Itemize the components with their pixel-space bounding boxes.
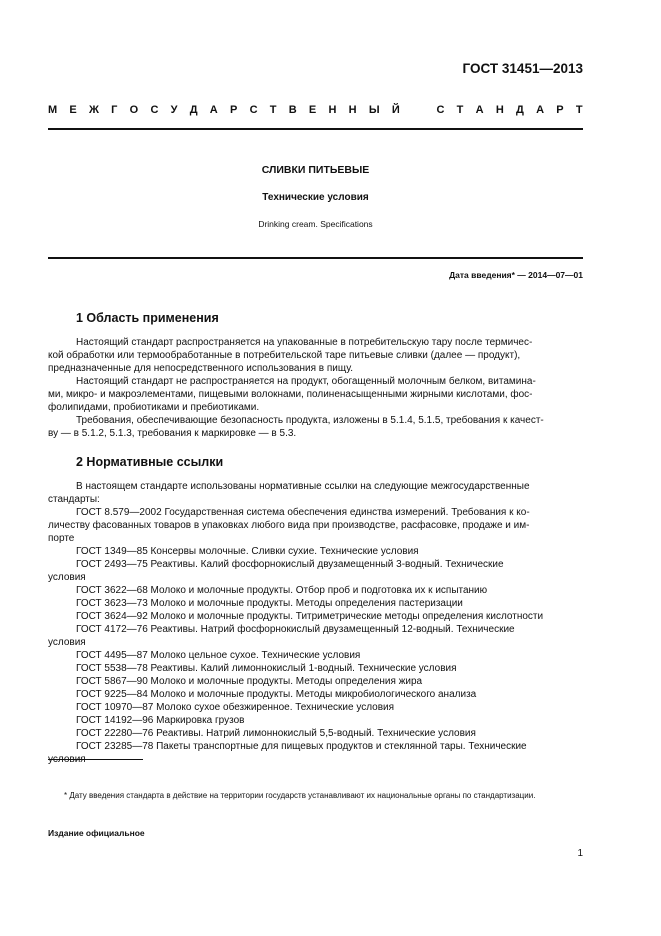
banner-letter: Е [308, 104, 317, 116]
banner-letter: О [129, 104, 139, 116]
normative-references-list [48, 506, 583, 766]
banner-letter: А [536, 104, 545, 116]
reference-line: ГОСТ 3624—92 Молоко и молочные продукты. Титриметрические методы определения кислотности [76, 611, 544, 622]
section-1-heading: 1 Область применения [76, 311, 219, 325]
banner-letter: А [475, 104, 484, 116]
banner-letter: С [150, 104, 159, 116]
banner-letter: С [249, 104, 258, 116]
section-1-paragraph-2 [48, 375, 583, 414]
banner-letter: Й [391, 104, 400, 116]
banner-letter: Г [111, 104, 118, 116]
text-line: кой обработки или термообработанные в потребительской таре питьевые сливки (далее — продукт), [48, 350, 521, 361]
banner-letter: Н [328, 104, 337, 116]
title-rule [48, 257, 583, 259]
reference-line: ГОСТ 4495—87 Молоко цельное сухое. Технические условия [76, 650, 361, 661]
reference-line: порте [48, 533, 75, 544]
document-subtitle: Технические условия [262, 192, 369, 203]
banner-letter: С [436, 104, 445, 116]
top-rule [48, 128, 583, 130]
text-line: фолипидами, пробиотиками и пребиотиками. [48, 402, 260, 413]
reference-line: ГОСТ 3622—68 Молоко и молочные продукты. Отбор проб и подготовка их к испытанию [76, 585, 488, 596]
reference-line: условия [48, 637, 86, 648]
footnote-text: * Дату введения стандарта в действие на территории государств устанавливают их национальные органы по стандартизации. [64, 791, 536, 800]
banner-letter: Ж [88, 104, 99, 116]
banner-letter: Н [495, 104, 504, 116]
official-edition-label: Издание официальное [48, 828, 145, 838]
reference-line: ГОСТ 2493—75 Реактивы. Калий фосфорнокислый двузамещенный 3-водный. Технические [76, 559, 504, 570]
text-line: ву — в 5.1.2, 5.1.3, требования к маркировке — в 5.3. [48, 428, 297, 439]
banner-letter: Е [69, 104, 77, 116]
footnote [48, 790, 583, 801]
reference-line: ГОСТ 9225—84 Молоко и молочные продукты. Методы микробиологического анализа [76, 689, 477, 700]
banner-letter: Д [516, 104, 524, 116]
banner-letter: Т [269, 104, 277, 116]
interstate-standard-banner [48, 104, 583, 116]
banner-letter: У [170, 104, 178, 116]
document-number: ГОСТ 31451—2013 [462, 61, 583, 76]
banner-letter: Т [456, 104, 464, 116]
text-line: предназначенные для непосредственного использования в пищу. [48, 363, 353, 374]
reference-line: ГОСТ 4172—76 Реактивы. Натрий фосфорнокислый двузамещенный 12-водный. Технические [76, 624, 515, 635]
banner-letter: В [288, 104, 297, 116]
document-title: СЛИВКИ ПИТЬЕВЫЕ [261, 164, 370, 176]
reference-line: ГОСТ 1349—85 Консервы молочные. Сливки сухие. Технические условия [76, 546, 419, 557]
banner-letter: Д [189, 104, 198, 116]
banner-letter: Т [575, 104, 583, 116]
page-number: 1 [577, 848, 583, 859]
section-2-heading: 2 Нормативные ссылки [76, 455, 224, 469]
reference-line: условия [48, 572, 86, 583]
reference-line: ГОСТ 5867—90 Молоко и молочные продукты. Методы определения жира [76, 676, 423, 687]
text-line: Требования, обеспечивающие безопасность продукта, изложены в 5.1.4, 5.1.5, требования к качест- [76, 415, 544, 426]
banner-letter: Ы [368, 104, 380, 116]
section-2-intro [48, 480, 583, 506]
banner-letter: Н [348, 104, 357, 116]
reference-line: личеству фасованных товаров в упаковках любого вида при производстве, расфасовке, продаже и им- [48, 520, 530, 531]
text-line: В настоящем стандарте использованы нормативные ссылки на следующие межгосударственные [76, 481, 530, 492]
text-line: ми, микро- и макроэлементами, пищевыми волокнами, полиненасыщенными жирными кислотами, фос- [48, 389, 533, 400]
reference-line: ГОСТ 8.579—2002 Государственная система обеспечения единства измерений. Требования к ко- [76, 507, 530, 518]
text-line: стандарты: [48, 494, 100, 505]
section-1-paragraph-1 [48, 336, 583, 375]
banner-letter: Р [556, 104, 564, 116]
reference-line: ГОСТ 14192—96 Маркировка грузов [76, 715, 245, 726]
section-1-paragraph-3 [48, 414, 583, 440]
banner-letter: М [48, 104, 58, 116]
reference-line: ГОСТ 5538—78 Реактивы. Калий лимоннокислый 1-водный. Технические условия [76, 663, 457, 674]
text-line: Настоящий стандарт распространяется на упакованные в потребительскую тару после термичес- [76, 337, 533, 348]
reference-line: ГОСТ 23285—78 Пакеты транспортные для пищевых продуктов и стеклянной тары. Технические [76, 741, 527, 752]
reference-line: ГОСТ 10970—87 Молоко сухое обезжиренное. Технические условия [76, 702, 395, 713]
banner-letter: Р [229, 104, 238, 116]
footnote-rule [48, 759, 143, 760]
reference-line: ГОСТ 22280—76 Реактивы. Натрий лимоннокислый 5,5-водный. Технические условия [76, 728, 476, 739]
reference-line: ГОСТ 3623—73 Молоко и молочные продукты. Методы определения пастеризации [76, 598, 463, 609]
text-line: Настоящий стандарт не распространяется на продукт, обогащенный молочным белком, витамина- [76, 376, 536, 387]
document-title-english: Drinking cream. Specifications [258, 219, 373, 229]
banner-letter: А [209, 104, 218, 116]
introduction-date: Дата введения* — 2014—07—01 [449, 270, 583, 280]
